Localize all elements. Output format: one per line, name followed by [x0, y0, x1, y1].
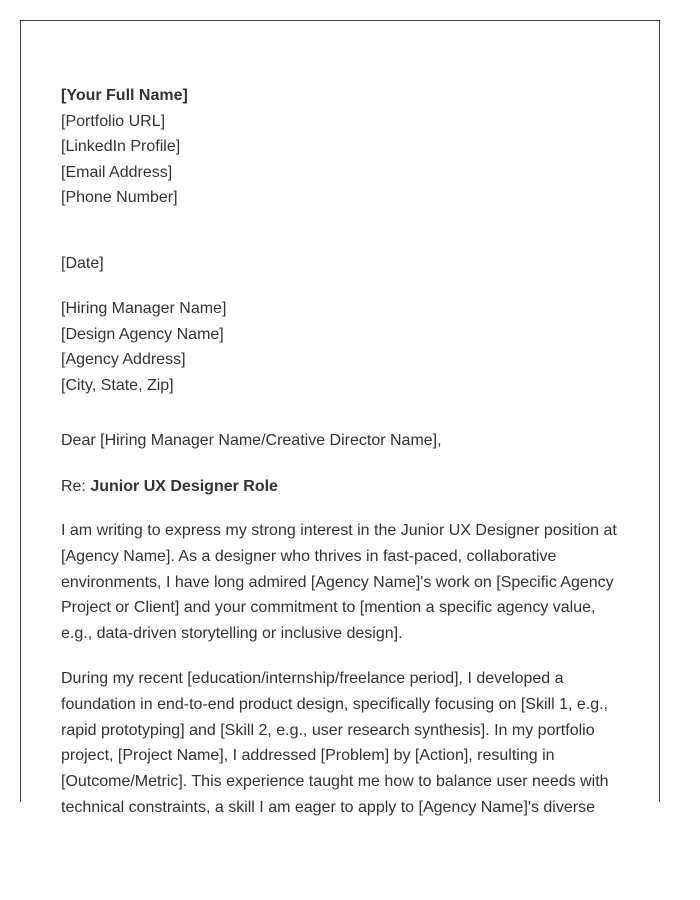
- recipient-name: [Hiring Manager Name]: [61, 300, 227, 317]
- subject-role: Junior UX Designer Role: [90, 477, 278, 495]
- recipient-address: [Agency Address]: [61, 351, 186, 368]
- letter-date: [Date]: [61, 254, 104, 272]
- sender-name: [Your Full Name]: [61, 87, 188, 104]
- sender-phone: [Phone Number]: [61, 189, 178, 206]
- sender-block: [61, 83, 629, 211]
- recipient-agency: [Design Agency Name]: [61, 325, 224, 343]
- recipient-city: [City, State, Zip]: [61, 376, 174, 394]
- sender-email: [Email Address]: [61, 163, 173, 181]
- letter-body: [61, 83, 629, 821]
- recipient-block: [61, 296, 629, 398]
- subject-line: [61, 474, 629, 500]
- body-paragraph: I am writing to express my strong interest in the Junior UX Designer position at [Agency Name]. As a designer who thrives in fast-paced, collaborative environments, I have long admired [Agency Name]'s work on [Specific Agency Project or Client] and your commitment to [mention a specific agency value, e.g., data-driven storytelling or inclusive design].: [61, 522, 617, 643]
- letter-page: [20, 20, 660, 816]
- subject-prefix: Re:: [61, 477, 86, 495]
- sender-portfolio: [Portfolio URL]: [61, 112, 166, 130]
- body-paragraph: During my recent [education/internship/freelance period], I developed a foundation in end-to-end product design, specifically focusing on [Skill 1, e.g., rapid prototyping] and [Skill 2, e.g., user research synthesis]. In my portfolio project, [Project Name], I addressed [Problem] by [Action], resulting in [Outcome/Metric]. This experience taught me how to balance user needs with technical constraints, a skill I am eager to apply to [Agency Name]'s diverse: [61, 669, 609, 816]
- sender-linkedin: [LinkedIn Profile]: [61, 138, 181, 155]
- salutation: Dear [Hiring Manager Name/Creative Director Name],: [61, 432, 442, 449]
